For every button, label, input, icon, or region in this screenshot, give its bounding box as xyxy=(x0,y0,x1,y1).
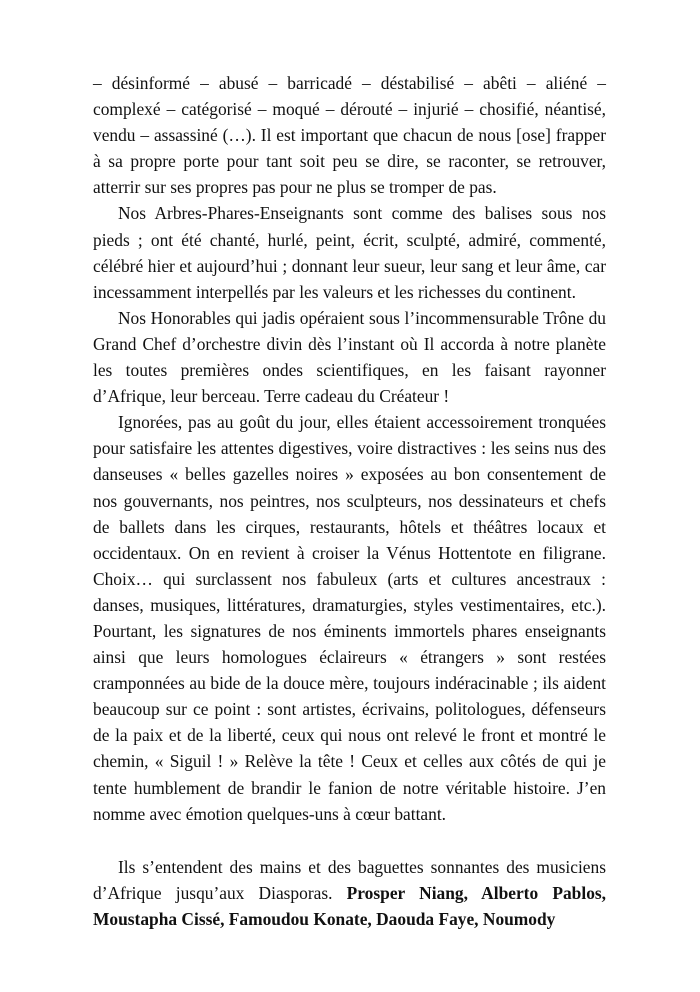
paragraph-3: Nos Honorables qui jadis opéraient sous l’incommensurable Trône du Grand Chef d’orchestre divin dès l’instant où Il accorda à notre planète les toutes premières ondes scientifiques, en les faisant rayonner d’Afrique, leur berceau. Terre cadeau du Créateur ! xyxy=(93,307,606,407)
paragraph-spacer xyxy=(93,827,606,854)
paragraph-2: Nos Arbres-Phares-Enseignants sont comme des balises sous nos pieds ; ont été chanté, hurlé, peint, écrit, sculpté, admiré, commenté, célébré hier et aujourd’hui ; donnant leur sueur, leur sang et leur âme, car incessamment interpellés par les valeurs et les richesses du continent. xyxy=(93,203,606,302)
musician-names: Prosper Niang, Alberto Pablos, Moustapha Cissé, Famoudou Konate, Daouda Faye, Noumody xyxy=(93,882,606,929)
paragraph-4: Ignorées, pas au goût du jour, elles étaient accessoirement tronquées pour satisfaire les attentes digestives, voire distractives : les seins nus des danseuses « belles gazelles noires » exposées au bon consentement de nos gouvernants, nos peintres, nos sculpteurs, nos dessinateurs et chefs de ballets dans les cirques, restaurants, hôtels et théâtres locaux et occidentaux. On en revient à croiser la Vénus Hottentote en filigrane. Choix… qui surclassent nos fabuleux (arts et cultures ancestraux : danses, musiques, littératures, dramaturgies, styles vestimentaires, etc.). Pourtant, les signatures de nos éminents immortels phares enseignants ainsi que leurs homologues éclaireurs « étrangers » sont restées cramponnées au bide de la douce mère, toujours indéracinable ; ils aident beaucoup sur ce point : sont artistes, écrivains, politologues, défenseurs de la paix et de la liberté, ceux qui nous ont relevé le front et montré le chemin, « Siguil ! » Relève la tête ! Ceux et celles aux côtés de qui je tente humblement de brandir le fanion de notre véritable histoire. J’en nomme avec émotion quelques-uns à cœur battant. xyxy=(93,412,606,824)
paragraph-1: – désinformé – abusé – barricadé – déstabilisé – abêti – aliéné – complexé – catégorisé – moqué – dérouté – injurié – chosifié, néantisé, vendu – assassiné (…). Il est important que chacun de nous [ose] frapper à sa propre porte pour tant soit peu se dire, se raconter, se retrouver, atterrir sur ses propres pas pour ne plus se tromper de pas. xyxy=(93,73,606,198)
closing-intro-text: Ils s’entendent des mains et des baguettes sonnantes des musiciens d’Afrique jusqu’aux Diasporas. xyxy=(93,856,606,903)
paragraph-closing xyxy=(93,854,606,932)
page-body xyxy=(93,70,606,932)
